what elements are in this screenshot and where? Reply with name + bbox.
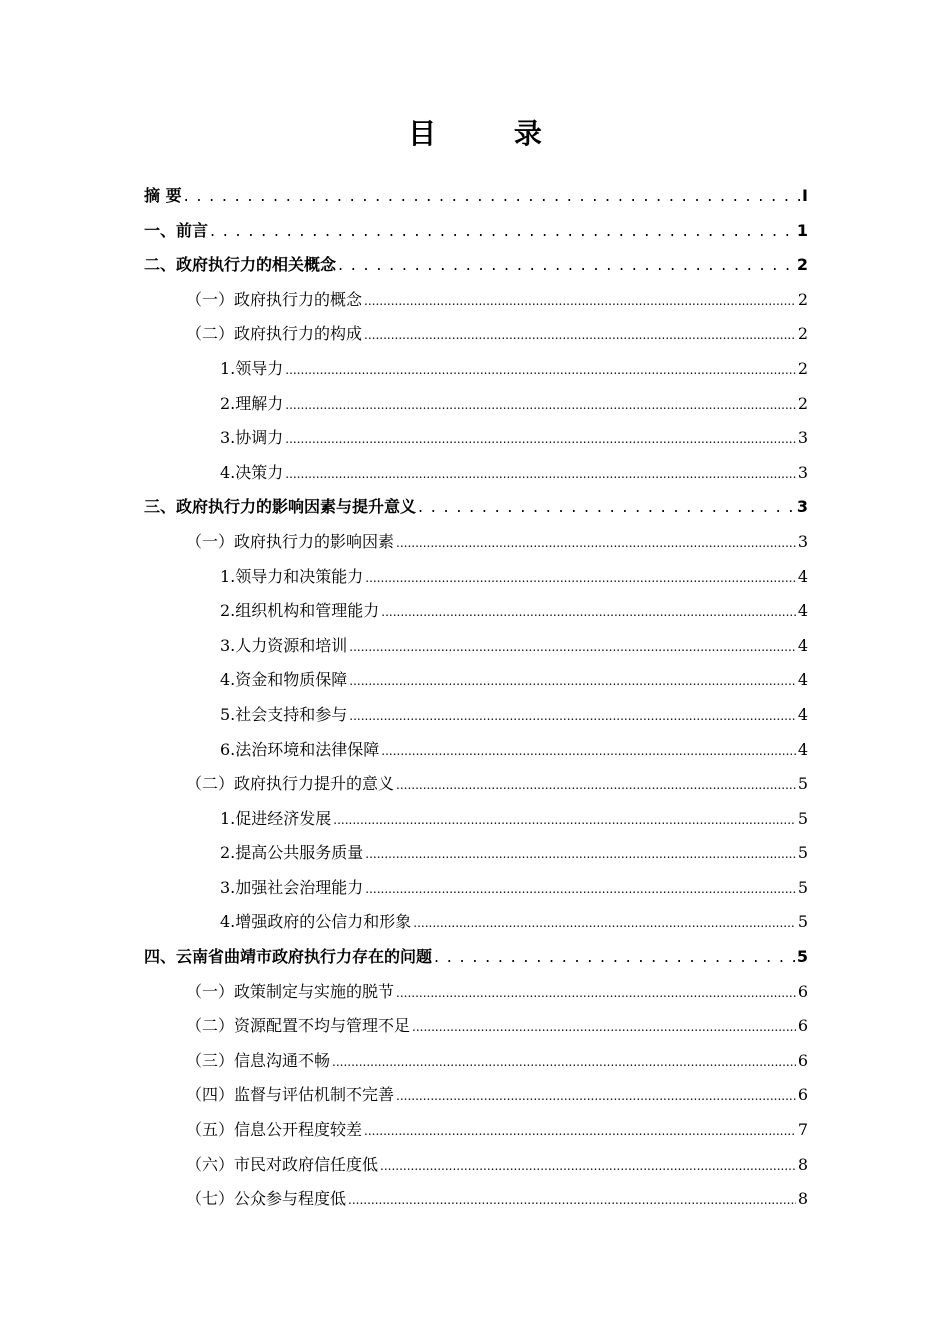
toc-entry-page-number: 3 (797, 531, 808, 551)
toc-entry[interactable] (144, 806, 808, 841)
toc-entry[interactable] (144, 1013, 808, 1048)
toc-entry-page-number: 5 (797, 843, 808, 863)
toc-entry-label: 1.领导力和决策能力 (220, 566, 364, 586)
toc-entry-page-number: 8 (797, 1189, 808, 1209)
toc-entry-label: （一）政策制定与实施的脱节 (186, 981, 395, 1001)
toc-entry[interactable] (144, 564, 808, 599)
toc-entry-label: （六）市民对政府信任度低 (186, 1154, 379, 1174)
toc-entry-label: 1.促进经济发展 (220, 808, 332, 828)
toc-entry-label: 4.增强政府的公信力和形象 (220, 912, 412, 932)
toc-entry-page-number: 5 (796, 947, 808, 967)
toc-entry-label: （二）政府执行力的构成 (186, 324, 363, 344)
toc-dot-leader (413, 912, 796, 931)
toc-dot-leader (412, 1016, 796, 1035)
toc-entry[interactable] (144, 1117, 808, 1152)
toc-entry[interactable] (144, 667, 808, 702)
toc-entry-label: 3.协调力 (220, 428, 284, 448)
toc-dot-leader (364, 290, 796, 309)
toc-dot-leader (418, 497, 795, 516)
toc-entry-page-number: 4 (797, 635, 808, 655)
toc-entry-label: 5.社会支持和参与 (220, 704, 348, 724)
toc-dot-leader (396, 774, 796, 793)
toc-dot-leader (285, 394, 796, 413)
toc-entry[interactable] (144, 944, 808, 979)
toc-dot-leader (285, 463, 796, 482)
toc-entry[interactable] (144, 425, 808, 460)
toc-entry[interactable] (144, 356, 808, 391)
toc-entry-page-number: 3 (797, 462, 808, 482)
toc-dot-leader (338, 255, 795, 274)
toc-entry-label: 3.人力资源和培训 (220, 635, 348, 655)
toc-entry-page-number: 6 (797, 981, 808, 1001)
toc-dot-leader (285, 359, 796, 378)
toc-dot-leader (364, 1120, 796, 1139)
toc-entry-page-number: I (802, 186, 808, 205)
toc-entry-label: 二、政府执行力的相关概念 (144, 255, 337, 275)
toc-dot-leader (396, 1085, 796, 1104)
toc-entry-page-number: 3 (797, 428, 808, 448)
toc-entry-label: （四）监督与评估机制不完善 (186, 1085, 395, 1105)
toc-dot-leader (285, 428, 796, 447)
toc-entry-page-number: 4 (797, 739, 808, 759)
toc-entry[interactable] (144, 979, 808, 1014)
toc-entry-label: 3.加强社会治理能力 (220, 877, 364, 897)
toc-entry-page-number: 1 (796, 220, 808, 240)
toc-dot-leader (348, 1189, 796, 1208)
toc-entry[interactable] (144, 391, 808, 426)
toc-entry-label: （一）政府执行力的概念 (186, 289, 363, 309)
toc-entry-page-number: 8 (797, 1154, 808, 1174)
table-of-contents (144, 183, 808, 1221)
toc-entry[interactable] (144, 1186, 808, 1221)
toc-entry-page-number: 5 (797, 912, 808, 932)
toc-entry-label: （三）信息沟通不畅 (186, 1050, 331, 1070)
toc-entry-label: 三、政府执行力的影响因素与提升意义 (144, 497, 417, 517)
toc-dot-leader (380, 1155, 796, 1174)
toc-entry-label: 4.决策力 (220, 462, 284, 482)
toc-entry-page-number: 5 (797, 808, 808, 828)
toc-dot-leader (434, 947, 795, 966)
toc-entry-label: 2.组织机构和管理能力 (220, 601, 380, 621)
toc-entry[interactable] (144, 840, 808, 875)
toc-entry-page-number: 5 (797, 774, 808, 794)
toc-dot-leader (332, 1051, 796, 1070)
toc-entry[interactable] (144, 218, 808, 253)
toc-entry[interactable] (144, 598, 808, 633)
toc-entry[interactable] (144, 321, 808, 356)
toc-entry[interactable] (144, 252, 808, 287)
toc-entry-label: 6.法治环境和法律保障 (220, 739, 380, 759)
toc-entry[interactable] (144, 633, 808, 668)
toc-dot-leader (184, 186, 800, 205)
toc-dot-leader (210, 221, 795, 240)
toc-entry[interactable] (144, 1048, 808, 1083)
page-title: 目 录 (408, 117, 576, 150)
toc-entry[interactable] (144, 460, 808, 495)
toc-entry-page-number: 6 (797, 1050, 808, 1070)
toc-entry-label: （一）政府执行力的影响因素 (186, 531, 395, 551)
toc-dot-leader (381, 601, 796, 620)
toc-dot-leader (364, 324, 796, 343)
toc-entry-page-number: 4 (797, 601, 808, 621)
toc-entry-label: （七）公众参与程度低 (186, 1189, 347, 1209)
toc-entry[interactable] (144, 183, 808, 218)
toc-entry[interactable] (144, 529, 808, 564)
toc-entry-page-number: 2 (797, 393, 808, 413)
toc-dot-leader (365, 843, 796, 862)
toc-entry-page-number: 2 (797, 324, 808, 344)
toc-entry[interactable] (144, 909, 808, 944)
toc-entry[interactable] (144, 737, 808, 772)
toc-entry-label: （五）信息公开程度较差 (186, 1120, 363, 1140)
toc-dot-leader (349, 636, 796, 655)
toc-entry-label: 一、前言 (144, 220, 209, 240)
toc-entry-page-number: 5 (797, 877, 808, 897)
toc-entry[interactable] (144, 771, 808, 806)
toc-dot-leader (396, 532, 796, 551)
toc-dot-leader (396, 982, 796, 1001)
toc-entry[interactable] (144, 287, 808, 322)
toc-entry[interactable] (144, 875, 808, 910)
toc-entry-page-number: 4 (797, 670, 808, 690)
toc-entry-page-number: 2 (796, 255, 808, 275)
toc-dot-leader (365, 878, 796, 897)
toc-entry-label: （二）政府执行力提升的意义 (186, 774, 395, 794)
toc-entry-label: 2.提高公共服务质量 (220, 843, 364, 863)
toc-entry[interactable] (144, 494, 808, 529)
toc-entry-page-number: 3 (796, 497, 808, 517)
toc-dot-leader (333, 809, 796, 828)
toc-entry-page-number: 7 (797, 1120, 808, 1140)
toc-entry-page-number: 6 (797, 1085, 808, 1105)
toc-entry-page-number: 4 (797, 566, 808, 586)
toc-entry-page-number: 6 (797, 1016, 808, 1036)
toc-entry-page-number: 2 (797, 358, 808, 378)
toc-entry-page-number: 4 (797, 704, 808, 724)
toc-entry-label: 四、云南省曲靖市政府执行力存在的问题 (144, 947, 433, 967)
toc-entry-label: （二）资源配置不均与管理不足 (186, 1016, 411, 1036)
toc-dot-leader (381, 740, 796, 759)
toc-entry-label: 2.理解力 (220, 393, 284, 413)
toc-dot-leader (349, 705, 796, 724)
toc-entry[interactable] (144, 1152, 808, 1187)
toc-entry-label: 1.领导力 (220, 358, 284, 378)
toc-entry[interactable] (144, 1082, 808, 1117)
toc-entry-label: 摘 要 (144, 186, 182, 205)
toc-entry[interactable] (144, 702, 808, 737)
toc-entry-label: 4.资金和物质保障 (220, 670, 348, 690)
toc-entry-page-number: 2 (797, 289, 808, 309)
toc-dot-leader (365, 567, 796, 586)
toc-dot-leader (349, 670, 796, 689)
